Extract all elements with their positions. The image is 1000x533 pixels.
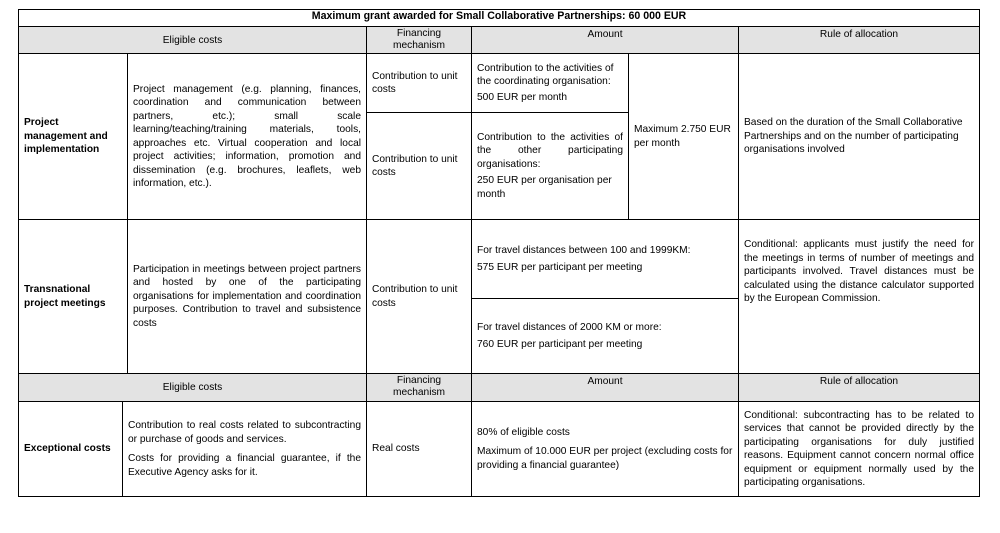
header-financing-mechanism: Financing mechanism — [366, 26, 472, 54]
amount-travel-short-text: For travel distances between 100 and 1999KM: — [477, 245, 691, 256]
row-label-transnational-meetings: Transnational project meetings — [18, 219, 128, 374]
header-rule-of-allocation: Rule of allocation — [738, 26, 980, 54]
amount-other-organisations — [471, 112, 629, 220]
exceptional-description — [122, 401, 367, 497]
project-management-description: Project management (e.g. planning, finances, coordination and communication between partners, etc.); small scale learning/teaching/training materials, tools, approaches etc. Virtual cooperation and local project activities; information, promotion and dissemination (e.g. brochures, leaflets, web information, etc.). — [127, 53, 367, 220]
exceptional-description-guarantee: Costs for providing a financial guarantee, if the Executive Agency asks for it. — [128, 453, 361, 478]
project-management-mechanism-coordinating: Contribution to unit costs — [366, 53, 472, 113]
exceptional-description-subcontracting: Contribution to real costs related to subcontracting or purchase of goods and services. — [128, 420, 361, 445]
table-title: Maximum grant awarded for Small Collaborative Partnerships: 60 000 EUR — [18, 9, 980, 27]
amount-travel-long-text: For travel distances of 2000 KM or more: — [477, 322, 662, 333]
header-rule-of-allocation-2: Rule of allocation — [738, 373, 980, 402]
amount-travel-100-1999km — [471, 219, 739, 299]
row-label-project-management: Project management and implementation — [18, 53, 128, 220]
amount-travel-short-value: 575 EUR per participant per meeting — [477, 261, 643, 273]
amount-coordinating-text: Contribution to the activities of the coordinating organisation: — [477, 62, 614, 88]
header-amount: Amount — [471, 26, 739, 54]
amount-coordinating-organisation — [471, 53, 629, 113]
exceptional-rule: Conditional: subcontracting has to be related to services that cannot be provided directly by the participating organisations for duly justified reasons. Equipment cannot concern normal office equipment or equipment normally used by the participating organisations. — [738, 401, 980, 497]
amount-other-text: Contribution to the activities of the other participating organisations: — [477, 131, 623, 170]
meetings-rule: Conditional: applicants must justify the need for the meetings in terms of number of meetings and participants involved. Travel distances must be calculated using the distance calculator supported by the European Commission. — [738, 219, 980, 374]
exceptional-amount-maximum: Maximum of 10.000 EUR per project (excluding costs for providing a financial guarantee) — [477, 446, 733, 471]
header-eligible-costs-2: Eligible costs — [18, 373, 367, 402]
meetings-mechanism: Contribution to unit costs — [366, 219, 472, 374]
meetings-description: Participation in meetings between project partners and hosted by one of the participating organisations for implementation and coordination purposes. Contribution to travel and subsistence costs — [127, 219, 367, 374]
exceptional-mechanism: Real costs — [366, 401, 472, 497]
header-amount-2: Amount — [471, 373, 739, 402]
header-eligible-costs: Eligible costs — [18, 26, 367, 54]
project-management-mechanism-partners: Contribution to unit costs — [366, 112, 472, 220]
row-label-exceptional-costs: Exceptional costs — [18, 401, 123, 497]
amount-other-value: 250 EUR per organisation per month — [477, 175, 612, 200]
amount-travel-long-value: 760 EUR per participant per meeting — [477, 338, 643, 350]
project-management-rule: Based on the duration of the Small Collaborative Partnerships and on the number of participating organisations involved — [738, 53, 980, 220]
amount-maximum-per-month: Maximum 2.750 EUR per month — [628, 53, 739, 220]
header-financing-mechanism-2: Financing mechanism — [366, 373, 472, 402]
amount-travel-2000km-plus — [471, 298, 739, 374]
amount-coordinating-value: 500 EUR per month — [477, 91, 568, 103]
exceptional-amount — [471, 401, 739, 497]
exceptional-amount-percentage: 80% of eligible costs — [477, 426, 570, 438]
